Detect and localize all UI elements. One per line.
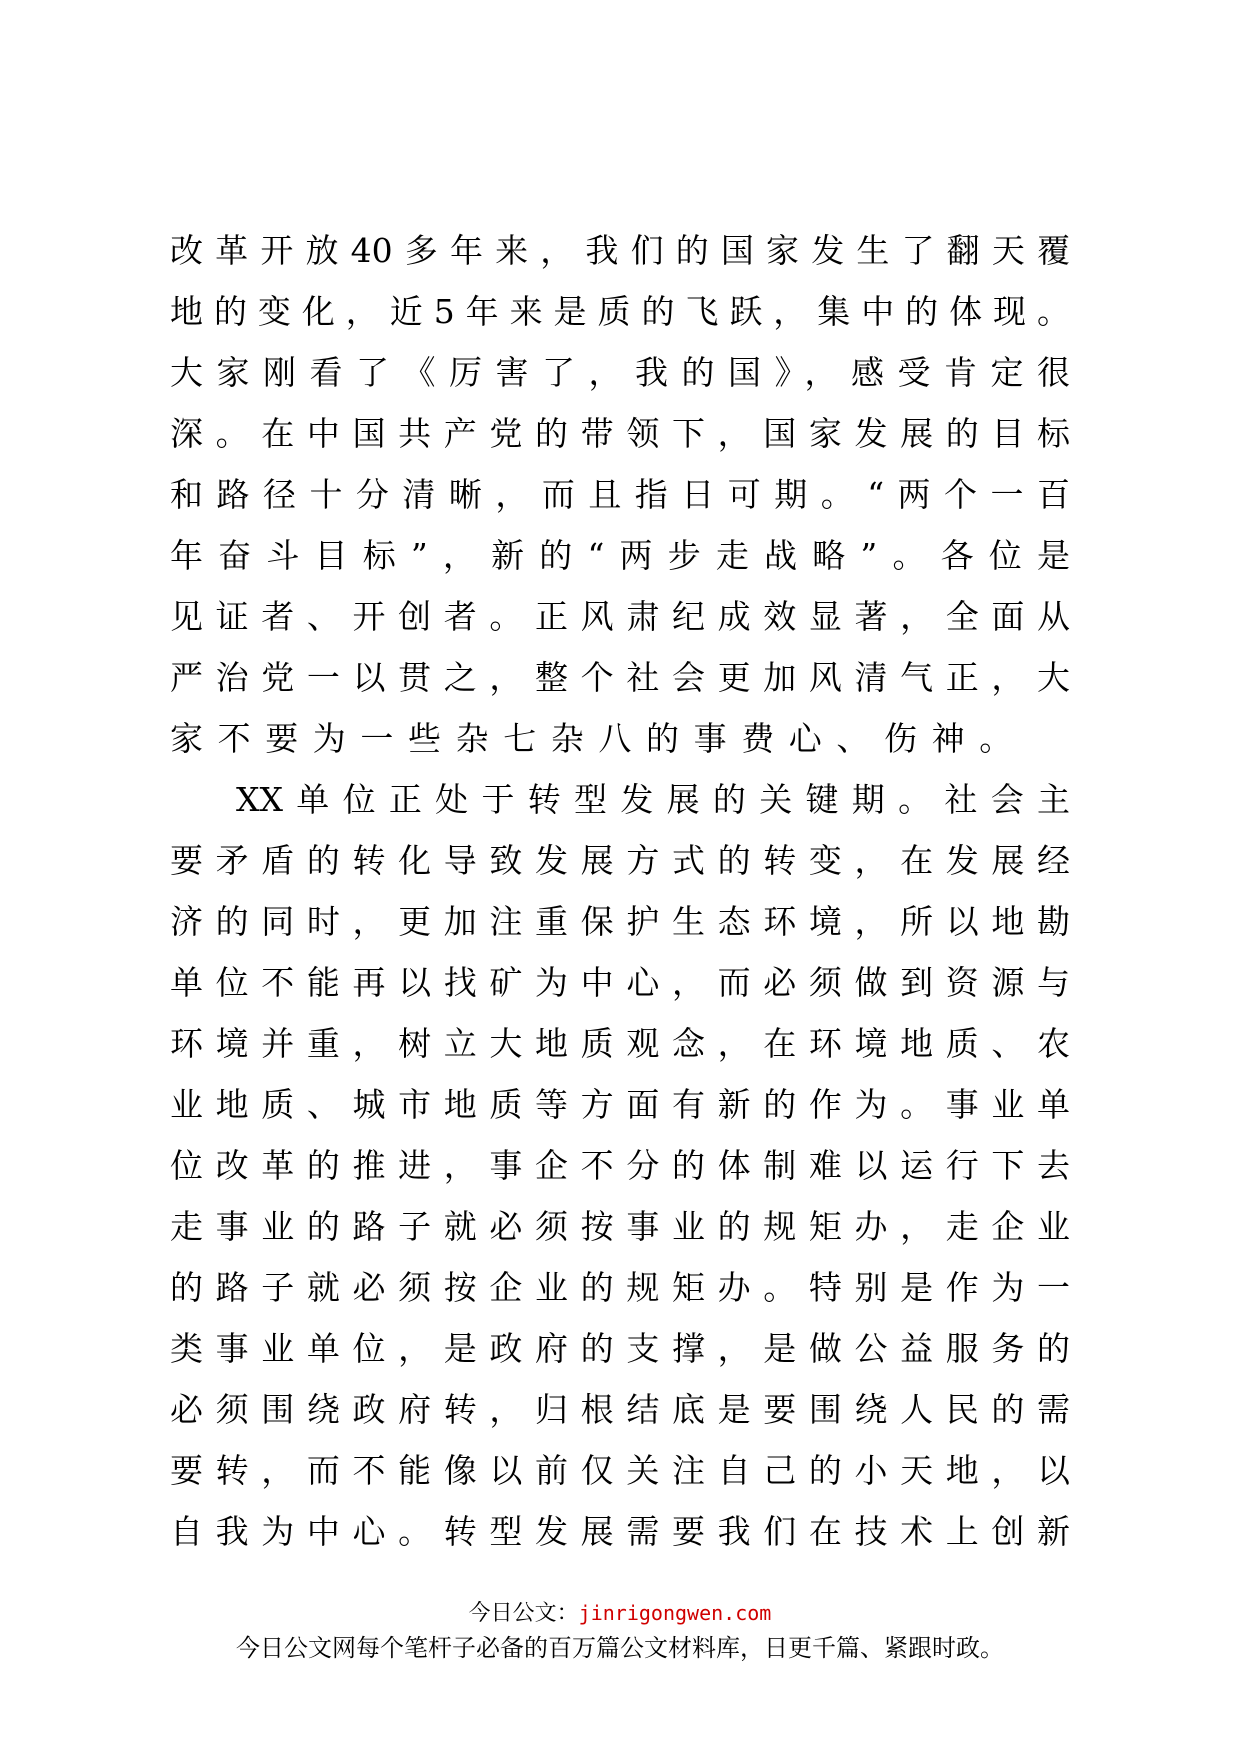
text-line: 地的变化，近5年来是质的飞跃，集中的体现。: [170, 292, 1070, 331]
text-line: 见证者、开创者。正风肃纪成效显著，全面从: [170, 597, 1070, 636]
text-line: 自我为中心。转型发展需要我们在技术上创新: [170, 1512, 1070, 1551]
text-line: 单位不能再以找矿为中心，而必须做到资源与: [170, 963, 1070, 1002]
text-line: 类事业单位，是政府的支撑，是做公益服务的: [170, 1329, 1070, 1368]
paragraph-1: [170, 220, 1070, 769]
text-line: 年奋斗目标”，新的“两步走战略”。各位是: [170, 536, 1070, 575]
text-line: XX单位正处于转型发展的关键期。社会主: [236, 780, 1070, 819]
footer-site-link[interactable]: jinrigongwen.com: [578, 1601, 772, 1625]
paragraph-2: [170, 769, 1070, 1562]
text-line: 环境并重，树立大地质观念，在环境地质、农: [170, 1024, 1070, 1063]
text-line: 要矛盾的转化导致发展方式的转变，在发展经: [170, 841, 1070, 880]
text-line: 严治党一以贯之，整个社会更加风清气正，大: [170, 658, 1070, 697]
text-line: 和路径十分清晰，而且指日可期。“两个一百: [170, 475, 1070, 514]
text-line: 大家刚看了《厉害了，我的国》，感受肯定很: [170, 353, 1070, 392]
text-line: 必须围绕政府转，归根结底是要围绕人民的需: [170, 1390, 1070, 1429]
text-line: 的路子就必须按企业的规矩办。特别是作为一: [170, 1268, 1070, 1307]
text-line: 业地质、城市地质等方面有新的作为。事业单: [170, 1085, 1070, 1124]
text-line: 走事业的路子就必须按事业的规矩办，走企业: [170, 1207, 1070, 1246]
document-body: [170, 220, 1070, 1562]
footer-slogan: 今日公文网每个笔杆子必备的百万篇公文材料库，日更千篇、紧跟时政。: [236, 1634, 1004, 1662]
text-line: 改革开放40多年来，我们的国家发生了翻天覆: [170, 231, 1070, 270]
footer-site-label: 今日公文：: [468, 1601, 579, 1626]
text-line: 深。在中国共产党的带领下，国家发展的目标: [170, 414, 1070, 453]
text-line: 位改革的推进，事企不分的体制难以运行下去: [170, 1146, 1070, 1185]
text-line: 济的同时，更加注重保护生态环境，所以地勘: [170, 902, 1070, 941]
text-line: 家不要为一些杂七杂八的事费心、伤神。: [170, 719, 1027, 758]
text-line: 要转，而不能像以前仅关注自己的小天地，以: [170, 1451, 1070, 1490]
footer-site-line: [0, 1598, 1240, 1629]
